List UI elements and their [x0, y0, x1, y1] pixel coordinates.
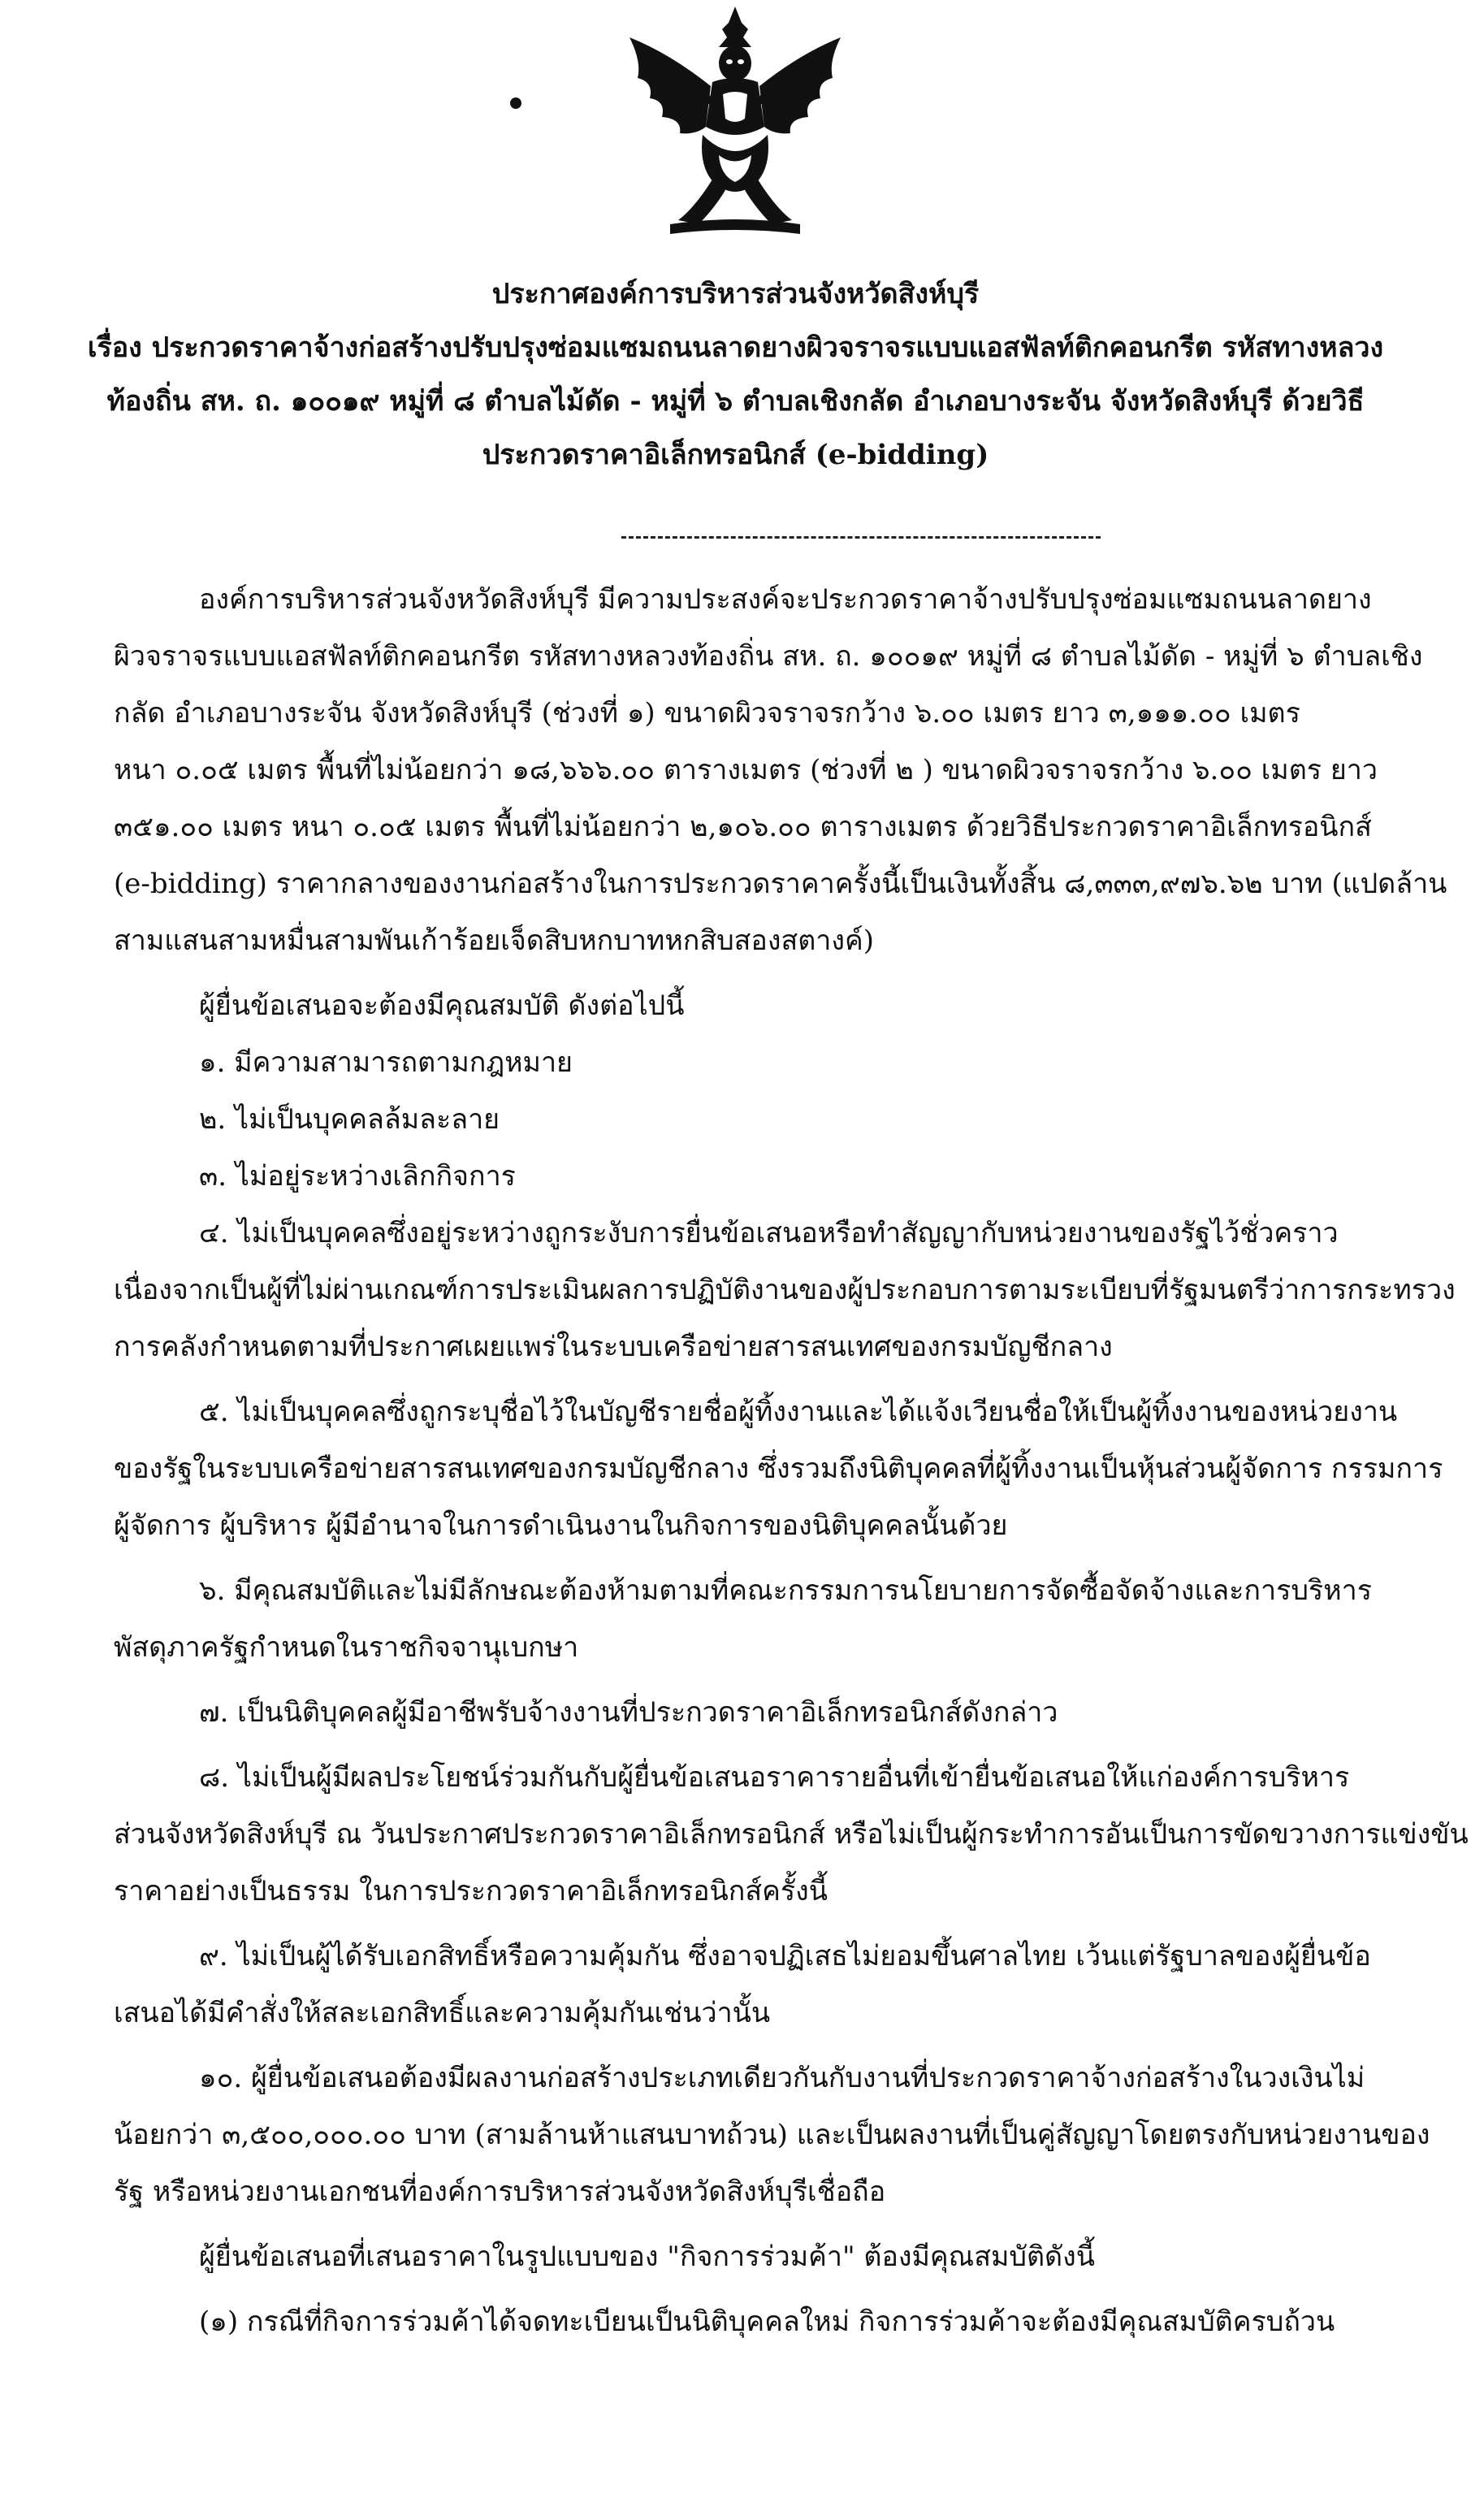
body-line: รัฐ หรือหน่วยงานเอกชนที่องค์การบริหารส่วนจังหวัดสิงห์บุรีเชื่อถือ	[114, 2176, 886, 2208]
qualification-item: ๖. มีคุณสมบัติและไม่มีลักษณะต้องห้ามตามที่คณะกรรมการนโยบายการจัดซื้อจัดจ้างและการบริหาร	[199, 1574, 1372, 1607]
qualification-item: ๒. ไม่เป็นบุคคลล้มละลาย	[199, 1103, 500, 1136]
body-line: ราคาอย่างเป็นธรรม ในการประกวดราคาอิเล็กทรอนิกส์ครั้งนี้	[114, 1875, 828, 1907]
body-line: เนื่องจากเป็นผู้ที่ไม่ผ่านเกณฑ์การประเมินผลการปฏิบัติงานของผู้ประกอบการตามระเบียบที่รัฐมนตรีว่าการกระทรวง	[114, 1274, 1456, 1306]
body-line: ๓๕๑.๐๐ เมตร หนา ๐.๐๕ เมตร พื้นที่ไม่น้อยกว่า ๒,๑๐๖.๐๐ ตารางเมตร ด้วยวิธีประกวดราคาอิเล็กทรอนิกส์	[114, 811, 1372, 843]
qualification-item: ๙. ไม่เป็นผู้ได้รับเอกสิทธิ์หรือความคุ้มกัน ซึ่งอาจปฏิเสธไม่ยอมขึ้นศาลไทย เว้นแต่รัฐบาลของผู้ยื่นข้อ	[199, 1940, 1371, 1972]
qualifications-heading: ผู้ยื่นข้อเสนอจะต้องมีคุณสมบัติ ดังต่อไปนี้	[199, 989, 685, 1022]
body-line: องค์การบริหารส่วนจังหวัดสิงห์บุรี มีความประสงค์จะประกวดราคาจ้างปรับปรุงซ่อมแซมถนนลาดยาง	[199, 583, 1372, 616]
body-line: การคลังกำหนดตามที่ประกาศเผยแพร่ในระบบเครือข่ายสารสนเทศของกรมบัญชีกลาง	[114, 1331, 1113, 1363]
qualification-item: ๘. ไม่เป็นผู้มีผลประโยชน์ร่วมกันกับผู้ยื่นข้อเสนอราคารายอื่นที่เข้ายื่นข้อเสนอให้แก่องค์การบริหาร	[199, 1761, 1350, 1794]
qualification-item: ๔. ไม่เป็นบุคคลซึ่งอยู่ระหว่างถูกระงับการยื่นข้อเสนอหรือทำสัญญากับหน่วยงานของรัฐไว้ชั่วคราว	[199, 1217, 1339, 1249]
body-line: กลัด อำเภอบางระจัน จังหวัดสิงห์บุรี (ช่วงที่ ๑) ขนาดผิวจราจรกว้าง ๖.๐๐ เมตร ยาว ๓,๑๑๑.๐๐ เมตร	[114, 697, 1300, 730]
body-line: ผู้จัดการ ผู้บริหาร ผู้มีอำนาจในการดำเนินงานในกิจการของนิติบุคคลนั้นด้วย	[114, 1509, 1008, 1542]
body-line: (e-bidding) ราคากลางของงานก่อสร้างในการประกวดราคาครั้งนี้เป็นเงินทั้งสิ้น ๘,๓๓๓,๙๗๖.๖๒ บาท (แปดล้าน	[114, 868, 1447, 900]
qualification-item: ๗. เป็นนิติบุคคลผู้มีอาชีพรับจ้างงานที่ประกวดราคาอิเล็กทรอนิกส์ดังกล่าว	[199, 1696, 1058, 1729]
qualification-item: ๑๐. ผู้ยื่นข้อเสนอต้องมีผลงานก่อสร้างประเภทเดียวกันกับงานที่ประกวดราคาจ้างก่อสร้างในวงเงินไม่	[199, 2062, 1365, 2094]
separator-line	[621, 536, 1101, 539]
body-line: เสนอได้มีคำสั่งให้สละเอกสิทธิ์และความคุ้มกันเช่นว่านั้น	[114, 1997, 771, 2029]
body-line: ส่วนจังหวัดสิงห์บุรี ณ วันประกาศประกวดราคาอิเล็กทรอนิกส์ หรือไม่เป็นผู้กระทำการอันเป็นการขัดขวางการแข่งขัน	[114, 1818, 1469, 1851]
subject-line-3: ประกวดราคาอิเล็กทรอนิกส์ (e-bidding)	[482, 439, 989, 471]
body-line: สามแสนสามหมื่นสามพันเก้าร้อยเจ็ดสิบหกบาทหกสิบสองสตางค์)	[114, 924, 874, 957]
subject-line-1: เรื่อง ประกวดราคาจ้างก่อสร้างปรับปรุงซ่อมแซมถนนลาดยางผิวจราจรแบบแอสฟัลท์ติกคอนกรีต รหัสทางหลวง	[87, 331, 1384, 364]
joint-venture-heading: ผู้ยื่นข้อเสนอที่เสนอราคาในรูปแบบของ "กิจการร่วมค้า" ต้องมีคุณสมบัติดังนี้	[199, 2241, 1095, 2273]
qualification-item: ๑. มีความสามารถตามกฎหมาย	[199, 1046, 573, 1079]
qualification-item: ๓. ไม่อยู่ระหว่างเลิกกิจการ	[199, 1160, 516, 1193]
body-line: หนา ๐.๐๕ เมตร พื้นที่ไม่น้อยกว่า ๑๘,๖๖๖.๐๐ ตารางเมตร (ช่วงที่ ๒ ) ขนาดผิวจราจรกว้าง ๖.๐๐ เมตร ยาว	[114, 754, 1378, 786]
body-line: ของรัฐในระบบเครือข่ายสารสนเทศของกรมบัญชีกลาง ซึ่งรวมถึงนิติบุคคลที่ผู้ทิ้งงานเป็นหุ้นส่วนผู้จัดการ กรรมการ	[114, 1453, 1443, 1485]
body-line: น้อยกว่า ๓,๕๐๐,๐๐๐.๐๐ บาท (สามล้านห้าแสนบาทถ้วน) และเป็นผลงานที่เป็นคู่สัญญาโดยตรงกับหน่วยงานของ	[114, 2119, 1430, 2151]
ink-dot	[510, 97, 521, 109]
body-line: ผิวจราจรแบบแอสฟัลท์ติกคอนกรีต รหัสทางหลวงท้องถิ่น สห. ถ. ๑๐๐๑๙ หมู่ที่ ๘ ตำบลไม้ดัด - หมู่ที่ ๖ ตำบลเชิง	[114, 640, 1423, 673]
subject-line-2: ท้องถิ่น สห. ถ. ๑๐๐๑๙ หมู่ที่ ๘ ตำบลไม้ดัด - หมู่ที่ ๖ ตำบลเชิงกลัด อำเภอบางระจัน จังหวัดสิงห์บุรี ด้วยวิธี	[106, 385, 1365, 418]
body-line: พัสดุภาครัฐกำหนดในราชกิจจานุเบกษา	[114, 1631, 579, 1664]
qualification-item: ๕. ไม่เป็นบุคคลซึ่งถูกระบุชื่อไว้ในบัญชีรายชื่อผู้ทิ้งงานและได้แจ้งเวียนชื่อให้เป็นผู้ทิ้งงานของหน่วยงาน	[199, 1396, 1398, 1428]
garuda-emblem	[605, 5, 865, 249]
page-title: ประกาศองค์การบริหารส่วนจังหวัดสิงห์บุรี	[491, 278, 980, 310]
joint-venture-item: (๑) กรณีที่กิจการร่วมค้าได้จดทะเบียนเป็นนิติบุคคลใหม่ กิจการร่วมค้าจะต้องมีคุณสมบัติครบถ้วน	[199, 2306, 1335, 2338]
